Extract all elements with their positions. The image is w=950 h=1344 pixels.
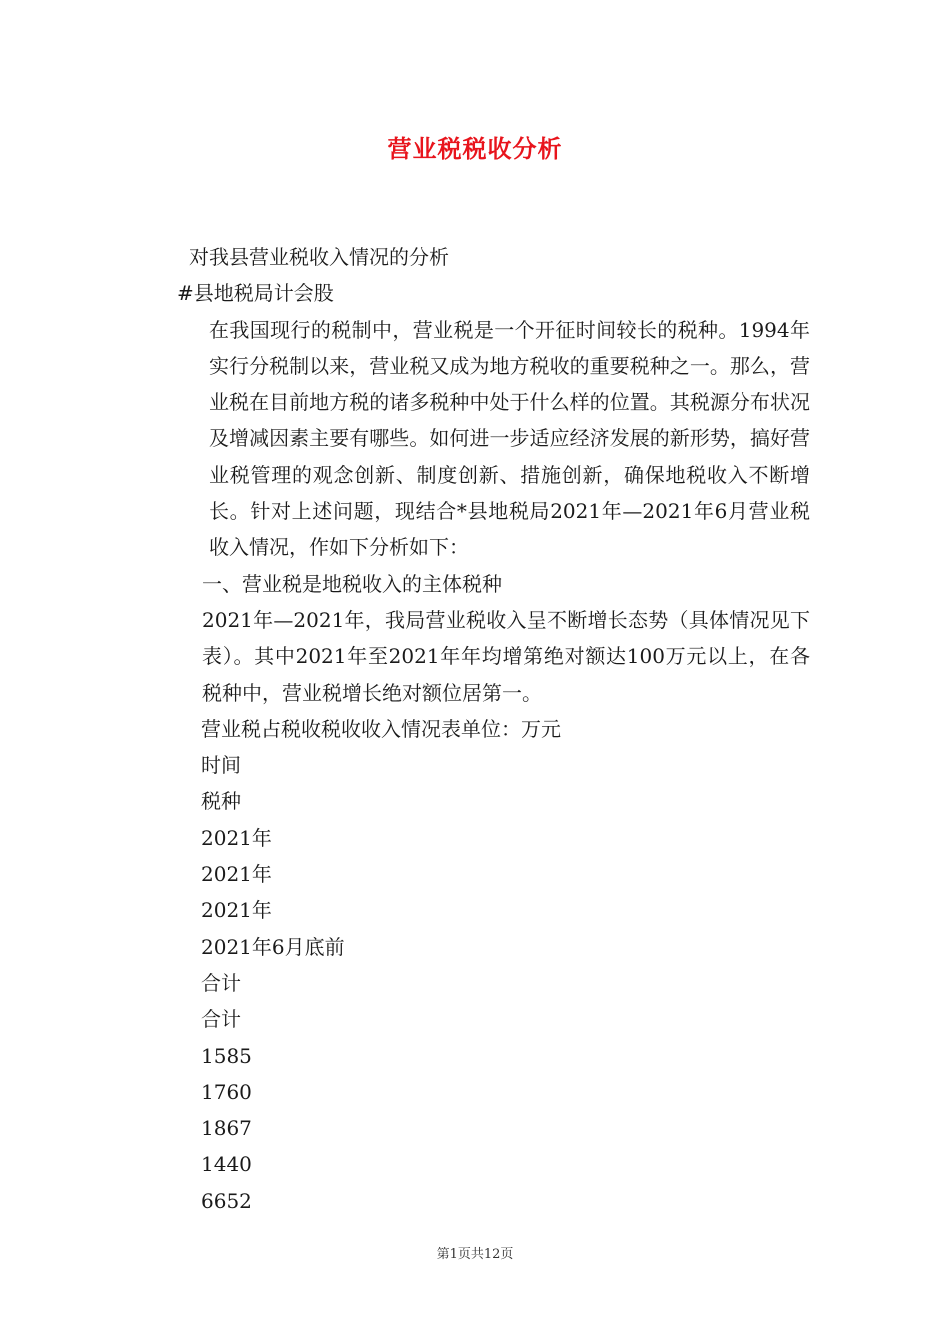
table-line: 1585 bbox=[201, 1043, 252, 1068]
table-line: 2021年6月底前 bbox=[201, 934, 345, 959]
document-body bbox=[145, 239, 810, 1219]
page-number-footer: 第1页共12页 bbox=[436, 1247, 514, 1262]
intro-paragraph: 在我国现行的税制中，营业税是一个开征时间较长的税种。1994年实行分税制以来，营业税又成为地方税收的重要税种之一。那么，营业税在目前地方税的诸多税种中处于什么样的位置。其税源分布状况及增减因素主要有哪些。如何进一步适应经济发展的新形势，搞好营业税管理的观念创新、制度创新、措施创新，确保地税收入不断增长。针对上述问题，现结合*县地税局2021年—2021年6月营业税收入情况，作如下分析如下： bbox=[209, 317, 810, 560]
table-line: 税种 bbox=[201, 789, 241, 814]
table-line: 1867 bbox=[201, 1116, 252, 1141]
department-line: #县地税局计会股 bbox=[177, 281, 334, 306]
table-line: 合计 bbox=[201, 970, 241, 995]
section-heading: 一、营业税是地税收入的主体税种 bbox=[202, 571, 502, 596]
table-line: 1440 bbox=[201, 1152, 252, 1177]
table-line: 合计 bbox=[201, 1007, 241, 1032]
table-line: 6652 bbox=[201, 1188, 252, 1213]
table-caption: 营业税占税收税收收入情况表单位：万元 bbox=[201, 716, 561, 741]
table-line: 1760 bbox=[201, 1079, 252, 1104]
table-line: 2021年 bbox=[201, 862, 272, 887]
table-line: 2021年 bbox=[201, 825, 272, 850]
table-line: 时间 bbox=[201, 753, 241, 778]
table-line: 2021年 bbox=[201, 898, 272, 923]
growth-paragraph: 2021年—2021年，我局营业税收入呈不断增长态势（具体情况见下表）。其中2021年至2021年年均增第绝对额达100万元以上，在各税种中，营业税增长绝对额位居第一。 bbox=[202, 607, 810, 705]
document-subtitle: 对我县营业税收入情况的分析 bbox=[189, 245, 449, 269]
document-title: 营业税税收分析 bbox=[387, 134, 563, 163]
